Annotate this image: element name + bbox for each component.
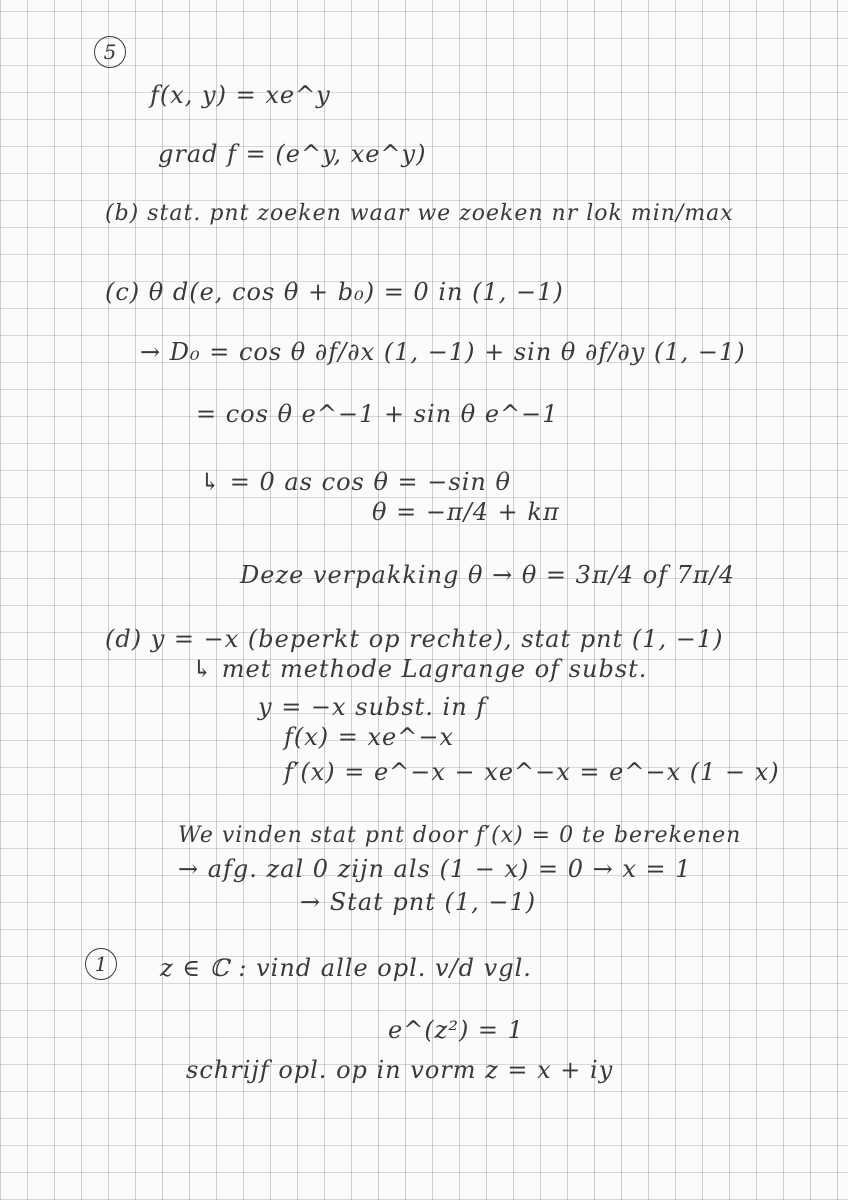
line-method: ↳ met methode Lagrange of subst. xyxy=(192,655,648,683)
question-5-number: 5 xyxy=(94,36,126,68)
line-function: f(x, y) = xe^y xyxy=(150,81,331,109)
line-directional-derivative: → D₀ = cos θ ∂f/∂x (1, −1) + sin θ ∂f/∂y (1, −1) xyxy=(140,338,746,366)
line-stationary-point: → Stat pnt (1, −1) xyxy=(300,888,537,916)
line-q1-instruction: schrijf opl. op in vorm z = x + iy xyxy=(186,1056,614,1084)
line-part-d: (d) y = −x (beperkt op rechte), stat pnt (1, −1) xyxy=(105,625,724,653)
question-1-number: 1 xyxy=(85,948,117,980)
line-zero-condition: ↳ = 0 as cos θ = −sin θ xyxy=(200,468,511,496)
line-part-c: (c) θ d(e, cos θ + b₀) = 0 in (1, −1) xyxy=(105,278,564,306)
line-derivative-zero: → afg. zal 0 zijn als (1 − x) = 0 → x = 1 xyxy=(178,855,692,883)
line-gradient: grad f = (e^y, xe^y) xyxy=(158,140,427,168)
line-restriction: Deze verpakking θ → θ = 3π/4 of 7π/4 xyxy=(240,561,736,589)
line-derivative: f′(x) = e^−x − xe^−x = e^−x (1 − x) xyxy=(284,758,780,786)
line-theta-solution: θ = −π/4 + kπ xyxy=(372,498,560,526)
line-q1-equation: e^(z²) = 1 xyxy=(388,1016,524,1044)
line-find-stationary: We vinden stat pnt door f′(x) = 0 te berekenen xyxy=(178,823,742,848)
line-substitution: y = −x subst. in f xyxy=(258,693,487,721)
line-reduced-function: f(x) = xe^−x xyxy=(284,723,455,751)
line-part-b: (b) stat. pnt zoeken waar we zoeken nr lok min/max xyxy=(105,201,734,226)
line-substituted: = cos θ e^−1 + sin θ e^−1 xyxy=(196,400,559,428)
line-q1-statement: z ∈ ℂ : vind alle opl. v/d vgl. xyxy=(160,954,532,982)
